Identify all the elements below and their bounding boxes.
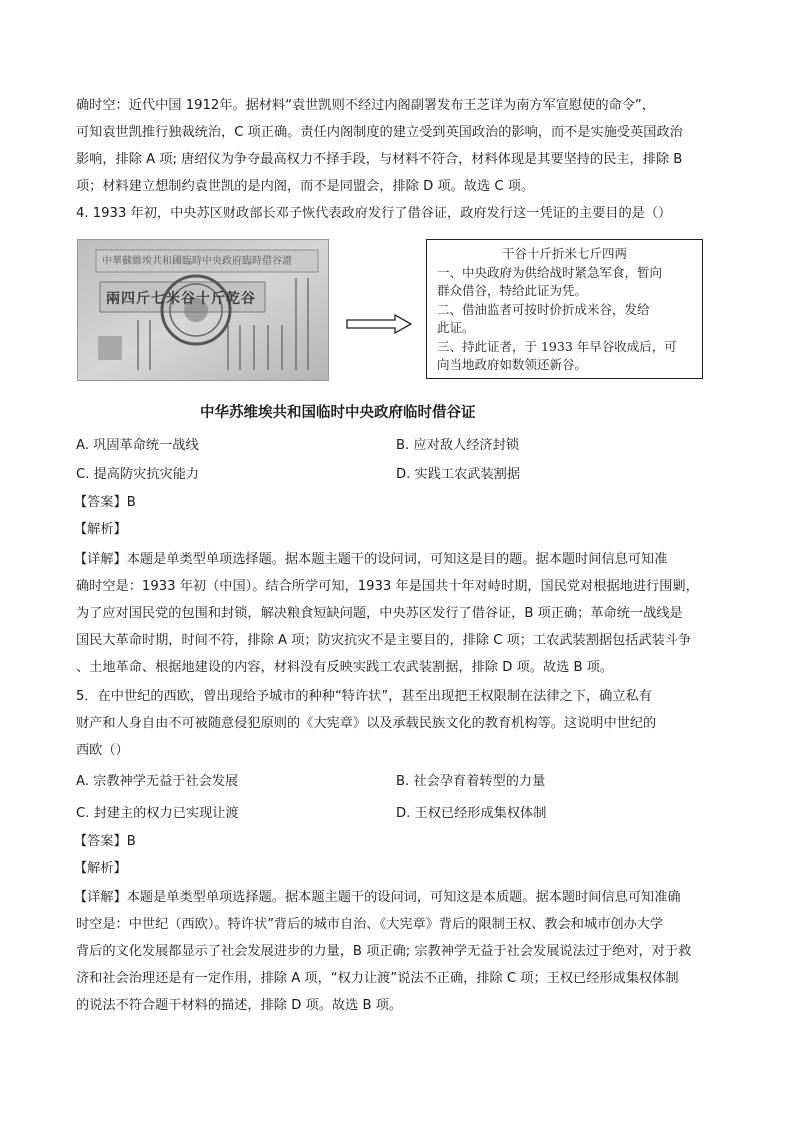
q5-option-d: D. 王权已经形成集权体制 — [396, 806, 547, 821]
q4-option-c: C. 提高防灾抗灾能力 — [76, 467, 200, 482]
q5-detail-line-5: 的说法不符合题干材料的描述，排除 D 项。故选 B 项。 — [76, 998, 403, 1013]
transcription-line-2: 群众借谷，特给此证为凭。 — [437, 283, 588, 298]
q5-option-b: B. 社会孕育着转型的力量 — [396, 774, 546, 789]
transcription-line-4: 此证。 — [437, 320, 475, 335]
q4-option-b: B. 应对敌人经济封锁 — [396, 438, 519, 453]
q5-option-c: C. 封建主的权力已实现让渡 — [76, 806, 239, 821]
q5-analysis-label: 【解析】 — [74, 861, 127, 876]
transcription-title: 干谷十斤折米七斤四两 — [501, 246, 627, 261]
q5-detail-line-1: 【详解】本题是单类型单项选择题。据本题主题干的设问词，可知这是本质题。据本题时间信息可知准确 — [74, 890, 681, 905]
q4-detail-line-5: 、土地革命、根据地建设的内容，材料没有反映实践工农武装割据，排除 D 项。故选 B 项。 — [76, 660, 614, 675]
prev-explanation-line-4: 项；材料建立想制约袁世凯的是内阁，而不是同盟会，排除 D 项。故选 C 项。 — [76, 179, 535, 194]
certificate-transcription-box — [426, 239, 703, 379]
photo-title-text: 兩四斤七米谷十斤乾谷 — [106, 291, 256, 307]
q5-stem-line-1: 5．在中世纪的西欧，曾出现给予城市的种种“特许状”，甚至出现把王权限制在法律之下，确立私有 — [76, 689, 652, 704]
prev-explanation-line-2: 可知袁世凯推行独裁统治，C 项正确。责任内阁制度的建立受到英国政治的影响，而不是实施受英国政治 — [76, 125, 683, 140]
q4-detail-line-1: 【详解】本题是单类型单项选择题。据本题主题干的设问词，可知这是目的题。据本题时间信息可知准 — [74, 552, 668, 567]
q5-detail-line-4: 济和社会治理还是有一定作用，排除 A 项，“权力让渡”说法不正确，排除 C 项；王权已经形成集权体制 — [76, 971, 679, 986]
transcription-line-5: 三、持此证者，于 1933 年早谷收成后，可 — [437, 338, 677, 354]
prev-explanation-line-1: 确时空：近代中国 1912年。据材料“袁世凯则不经过内阁副署发布王芝详为南方军宣慰使的命令”， — [76, 98, 655, 113]
q5-option-a: A. 宗教神学无益于社会发展 — [76, 774, 239, 789]
grain-certificate-photo — [77, 239, 329, 381]
transcription-line-3: 二、借油监者可按时价折成米谷，发给 — [437, 301, 650, 317]
prev-explanation-line-3: 影响，排除 A 项; 唐绍仪为争夺最高权力不择手段，与材料不符合，材料体现是其要坚持的民主，排除 B — [76, 152, 683, 167]
transcription-line-6: 向当地政府如数领还新谷。 — [437, 357, 588, 372]
q5-answer: 【答案】B — [74, 834, 136, 849]
q4-detail-line-3: 为了应对国民党的包围和封锁，解决粮食短缺问题，中央苏区发行了借谷证，B 项正确；革命统一战线是 — [76, 606, 683, 621]
arrow-right-icon — [345, 314, 415, 334]
q5-stem-line-3: 西欧（） — [76, 743, 129, 758]
q5-detail-line-3: 背后的文化发展都显示了社会发展进步的力量，B 项正确; 宗教神学无益于社会发展说法过于绝对，对于救 — [76, 944, 692, 959]
q4-answer: 【答案】B — [74, 495, 136, 510]
q4-figure — [77, 239, 725, 381]
transcription-line-1: 一、中央政府为供给战时紧急军食，暂向 — [437, 264, 663, 280]
q4-detail-line-2: 确时空是：1933 年初（中国）。结合所学可知，1933 年是国共十年对峙时期，国民党对根据地进行围剿， — [76, 579, 699, 594]
q4-analysis-label: 【解析】 — [74, 522, 127, 537]
q5-detail-line-2: 时空是：中世纪（西欧）。特许状”背后的城市自治、《大宪章》背后的限制王权、教会和城市创办大学 — [76, 917, 664, 932]
q4-detail-line-4: 国民大革命时期，时间不符，排除 A 项；防灾抗灾不是主要目的，排除 C 项；工农武装割据包括武装斗争 — [76, 633, 692, 648]
q5-stem-line-2: 财产和人身自由不可被随意侵犯原则的《大宪章》以及承载民族文化的教育机构等。这说明中世纪的 — [76, 716, 657, 731]
q4-stem: 4. 1933 年初，中央苏区财政部长邓子恢代表政府发行了借谷证，政府发行这一凭证的主要目的是（） — [76, 206, 672, 221]
photo-header-text: 中華蘇維埃共和國臨時中央政府臨時借谷證 — [102, 256, 292, 267]
q4-option-d: D. 实践工农武装割据 — [396, 467, 521, 482]
q4-figure-caption: 中华苏维埃共和国临时中央政府临时借谷证 — [200, 404, 476, 421]
q4-option-a: A. 巩固革命统一战线 — [76, 438, 199, 453]
